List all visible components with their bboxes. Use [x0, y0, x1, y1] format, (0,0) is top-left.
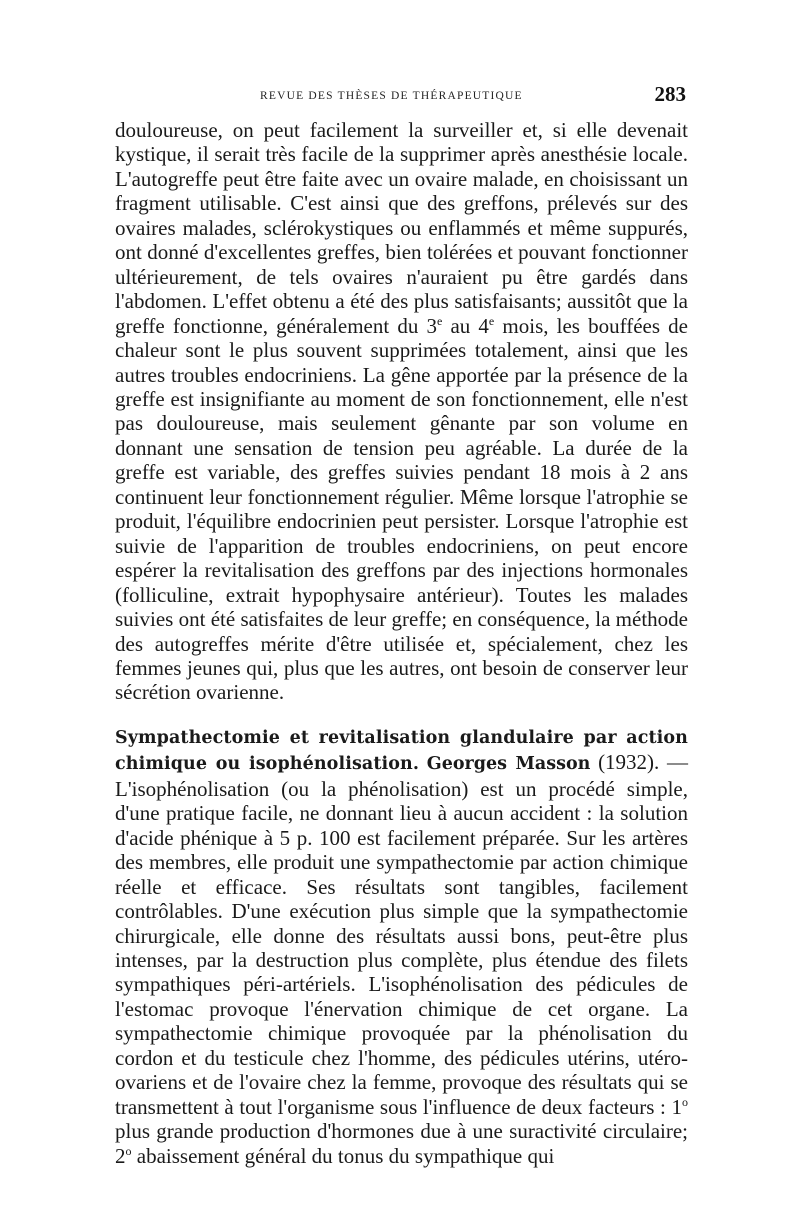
author-name: Georges Masson [426, 754, 591, 775]
paragraph-text: L'isophénolisation (ou la phénolisation) est un procédé simple, d'une pratique facile, ne donnant lieu à aucun accident : la solution d'acide phénique à 5 p. 100 est facilement préparée. Sur les artères des membres, elle produit une sympathectomie par action chimique réelle et efficace. Ses résultats sont tangibles, facilement contrôlables. D'une exécution plus simple que la sympathectomie chirurgicale, elle donne des résultats aussi bons, peut-être plus intenses, par la destruction plus complète, plus étendue des filets sympathiques péri-artériels. L'isophénolisation des pédicules de l'estomac provoque l'énervation chimique de cet organe. La sympathectomie chimique provoquée par la phénolisation du cordon et du testicule chez l'homme, des pédicules utérins, utéro-ovariens et de l'ovaire chez la femme, provoque des résultats qui se transmettent à tout l'organisme sous l'influence de deux facteurs : 1 [115, 776, 688, 1119]
paragraph-text: abaissement général du tonus du sympathique qui [131, 1143, 555, 1168]
superscript: e [436, 313, 443, 328]
paragraph-text: plus grande production d'hormones due à une suractivité circulaire; 2 [115, 1119, 688, 1168]
paragraph-text: mois, les bouffées de chaleur sont le plus souvent supprimées totalement, ainsi que les autres troubles endocriniens. La gêne apportée par la présence de la greffe est insignifiante au moment de son fonctionnement, elle n'est pas douloureuse, mais seulement gênante par son volume en donnant une sensation de tension peu agréable. La durée de la greffe est variable, des greffes suivies pendant 18 mois à 2 ans continuent leur fonctionnement régulier. Même lorsque l'atrophie se produit, l'équilibre endocrinien peut persister. Lorsque l'atrophie est suivie de l'apparition de troubles endocriniens, on peut encore espérer la revitalisation des greffons par des injections hormonales (folliculine, extrait hypophysaire antérieur). Toutes les malades suivies ont été satisfaites de leur greffe; en conséquence, la méthode des autogreffes mérite d'être utilisée et, spécialement, chez les femmes jeunes qui, plus que les autres, ont besoin de conserver leur sécrétion ovarienne. [115, 313, 688, 705]
dash: — [659, 750, 689, 775]
paragraph-section [115, 724, 688, 1168]
body-text [115, 118, 688, 1168]
page-number: 283 [654, 82, 686, 106]
page-header [110, 82, 690, 112]
superscript: o [125, 1143, 132, 1158]
section-title: Sympathectomie et revitalisation glandulaire par action chimique ou isophénolisation. [115, 727, 688, 775]
superscript: o [682, 1094, 688, 1109]
running-head: REVUE DES THÈSES DE THÉRAPEUTIQUE [260, 90, 523, 102]
superscript: e [488, 313, 495, 328]
paragraph-continued [115, 118, 688, 705]
publication-year: (1932). [598, 750, 660, 775]
paragraph-text: au 4 [442, 313, 489, 338]
paragraph-text: douloureuse, on peut facilement la surveiller et, si elle devenait kystique, il serait très facile de la supprimer après anesthésie locale. L'autogreffe peut être faite avec un ovaire malade, en choisissant un fragment utilisable. C'est ainsi que des greffons, prélevés sur des ovaires malades, sclérokystiques ou enflammés et même suppurés, ont donné d'excellentes greffes, bien tolérées et pouvant fonctionner ultérieurement, de tels ovaires n'auraient pu être gardés dans l'abdomen. L'effet obtenu a été des plus satisfaisants; aussitôt que la greffe fonctionne, généralement du 3 [115, 118, 688, 338]
